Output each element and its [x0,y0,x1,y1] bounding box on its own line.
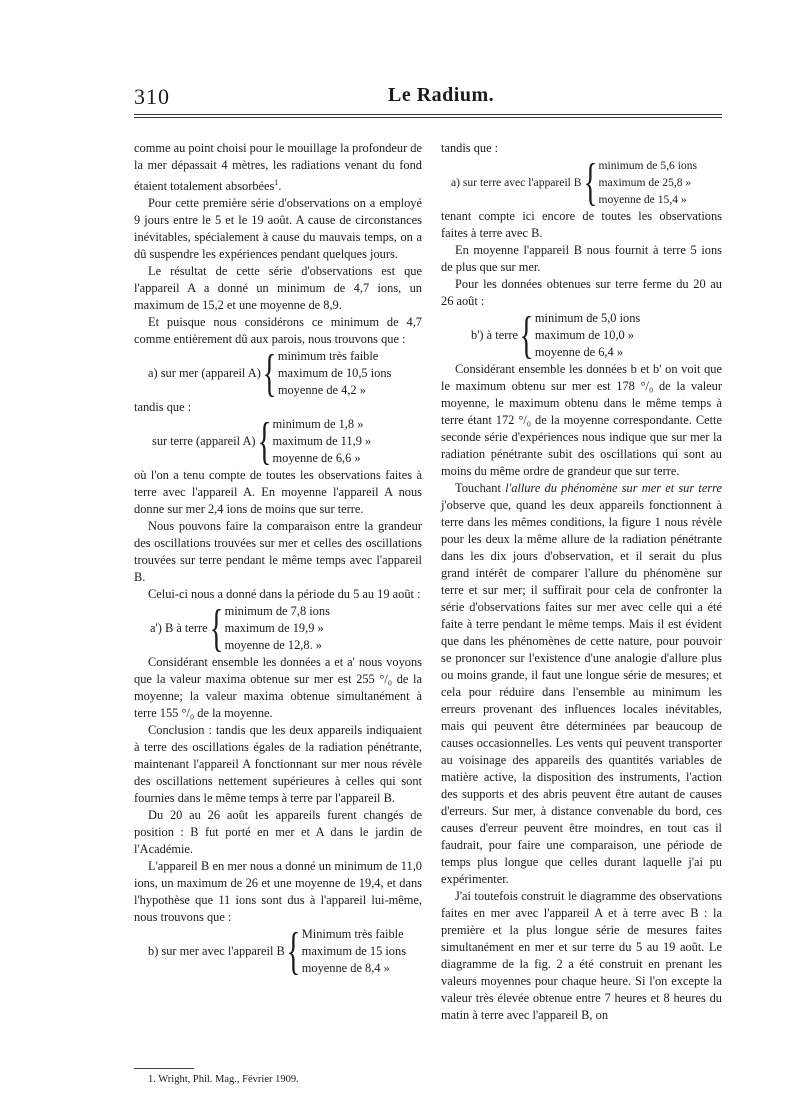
paragraph: comme au point choisi pour le mouillage la profondeur de la mer dépassait 4 mètres, les radiations venant du fond étaient totalement absorbées$^1$. [134,141,423,194]
paragraph: tandis que : [134,400,192,415]
paragraph: Touchant l'allure du phénomène sur mer et sur terre j'observe que, quand les deux appareils fonctionnent à terre dans les mêmes conditions, la figure 1 nous révèle pour les deux la même allure de la radiation pénétrante dans les dix jours d'observation, et il serait du plus grand intérêt de comparer l'allure du phénomène sur terre et sur mer; il suffirait pour cela de confronter la série d'observations faites sur mer avec celle qui a été faite à terre pendant le même temps. Mais il est évident que dans les phénomènes de cette nature, pour pouvoir se prononcer sur l'existence d'une analogie d'allure plus ou moins grande, il faut une longue série de mesures; et cela pour réduire dans l'ensemble au minimum les erreurs provenant des influences locales inévitables, mais qui peuvent être déterminées par beaucoup de causes occasionnelles. Les vents qui peuvent transporter au voisinage des appareils des quantités variables de matière active, la disposition des instruments, l'action des supports et des abris peuvent être autant de causes d'erreurs. Sur mer, à distance convenable du bord, ces causes d'erreur peuvent être moindres, en tout cas il faudrait, pour faire une comparaison, une période de temps plus longue que celles durant laquelle j'ai pu expérimenter. [441,481,722,886]
header-rule [134,114,722,115]
left-column [134,140,423,980]
brace-glyph: { [262,344,277,402]
bracket-group-a-terre-b: a) sur terre avec l'appareil B { minimum de 5,6 ions maximum de 25,8 » moyenne de 15,4 » [451,153,698,211]
paragraph: Pour les données obtenues sur terre ferme du 20 au 26 août : [441,277,722,308]
paragraph: Nous pouvons faire la comparaison entre la grandeur des oscillations trouvées sur mer et celles des oscillations trouvées sur terre pendant le même temps avec l'appareil B. [134,519,422,585]
brace-glyph: { [286,922,301,980]
brace-glyph: { [257,412,271,470]
brace-glyph: { [209,599,223,657]
bracket-group-a: a) sur mer (appareil A) { minimum très faible maximum de 10,5 ions moyenne de 4,2 » [148,344,392,402]
paragraph: Considérant ensemble les données a et a' nous voyons que la valeur maxima obtenue sur mer est 255 °/₀ de la moyenne; la valeur maxima obtenue simultanément à terre 155 °/₀ de la moyenne. [134,655,422,721]
bracket-group-terre-a: sur terre (appareil A) { minimum de 1,8 » maximum de 11,9 » moyenne de 6,6 » [152,412,372,470]
paragraph: J'ai toutefois construit le diagramme des observations faites en mer avec l'appareil A et à terre avec B : la première et la plus longue série de mesures faites simultanément en mer et sur terre du 5 au 19 août. Le diagramme de la fig. 2 a été construit en prenant les valeurs moyennes pour chaque heure. Si l'on excepte la valeur très élevée obtenue entre 7 heures et 8 heures du matin à terre avec l'appareil B, on [441,889,722,1022]
bracket-group-a-prime: a') B à terre { minimum de 7,8 ions maximum de 19,9 » moyenne de 12,8. » [150,599,330,657]
header-rule-second [134,117,722,118]
paragraph: Considérant ensemble les données b et b' on voit que le maximum obtenu sur mer est 178 °/₀ de la valeur moyenne, le maximum obtenu dans le même temps à terre étant 172 °/₀ de la moyenne correspondante. Cette seconde série d'expériences nous indique que sur mer la radiation pénétrante subit des oscillations qui sont au moins du même ordre de grandeur que sur terre. [441,362,722,478]
footnote-rule [134,1068,194,1069]
paragraph: Celui-ci nous a donné dans la période du 5 au 19 août : [148,587,421,602]
paragraph: Pour cette première série d'observations on a employé 9 jours entre le 5 et le 19 août. A cause de circonstances inévitables, spécialement à cause du mauvais temps, on a dû suspendre les expériences pendant quelques jours. [134,196,422,262]
bracket-group-b-prime: b') à terre { minimum de 5,0 ions maximum de 10,0 » moyenne de 6,4 » [471,306,641,364]
footnote: 1. Wright, Phil. Mag., Février 1909. [148,1074,299,1085]
paragraph: tenant compte ici encore de toutes les observations faites à terre avec B. [441,209,722,240]
brace-glyph: { [583,153,597,211]
paragraph: Conclusion : tandis que les deux appareils indiquaient à terre des oscillations égales de la radiation pénétrante, maintenant l'appareil A fonctionnant sur mer nous révèle des oscillations nettement supérieures à celles qui sont fournies dans le même temps à terre par l'appareil B. [134,723,422,806]
brace-glyph: { [519,306,534,364]
paragraph: où l'on a tenu compte de toutes les observations faites à terre avec l'appareil A. En moyenne l'appareil A nous donne sur mer 2,4 ions de moins que sur terre. [134,468,422,517]
right-column [441,140,722,1024]
bracket-group-b: b) sur mer avec l'appareil B { Minimum très faible maximum de 15 ions moyenne de 8,4 » [148,922,407,980]
page-header [134,84,722,112]
page-number: 310 [134,84,170,109]
paragraph: tandis que : [441,141,499,155]
paragraph: Le résultat de cette série d'observations est que l'appareil A a donné un minimum de 4,7 ions, un maximum de 15,2 et une moyenne de 8,9. [134,264,422,313]
paragraph: En moyenne l'appareil B nous fournit à terre 5 ions de plus que sur mer. [441,243,722,274]
paragraph: L'appareil B en mer nous a donné un minimum de 11,0 ions, un maximum de 26 et une moyenne de 19,4, et dans l'hypothèse que 11 ions sont dus à l'appareil lui-même, nous trouvons que : [134,859,422,925]
paragraph: Et puisque nous considérons ce minimum de 4,7 comme entièrement dû aux parois, nous trouvons que : [134,315,422,347]
paragraph: Du 20 au 26 août les appareils furent changés de position : B fut porté en mer et A dans le jardin de l'Académie. [134,808,422,857]
journal-title: Le Radium. [388,84,495,106]
